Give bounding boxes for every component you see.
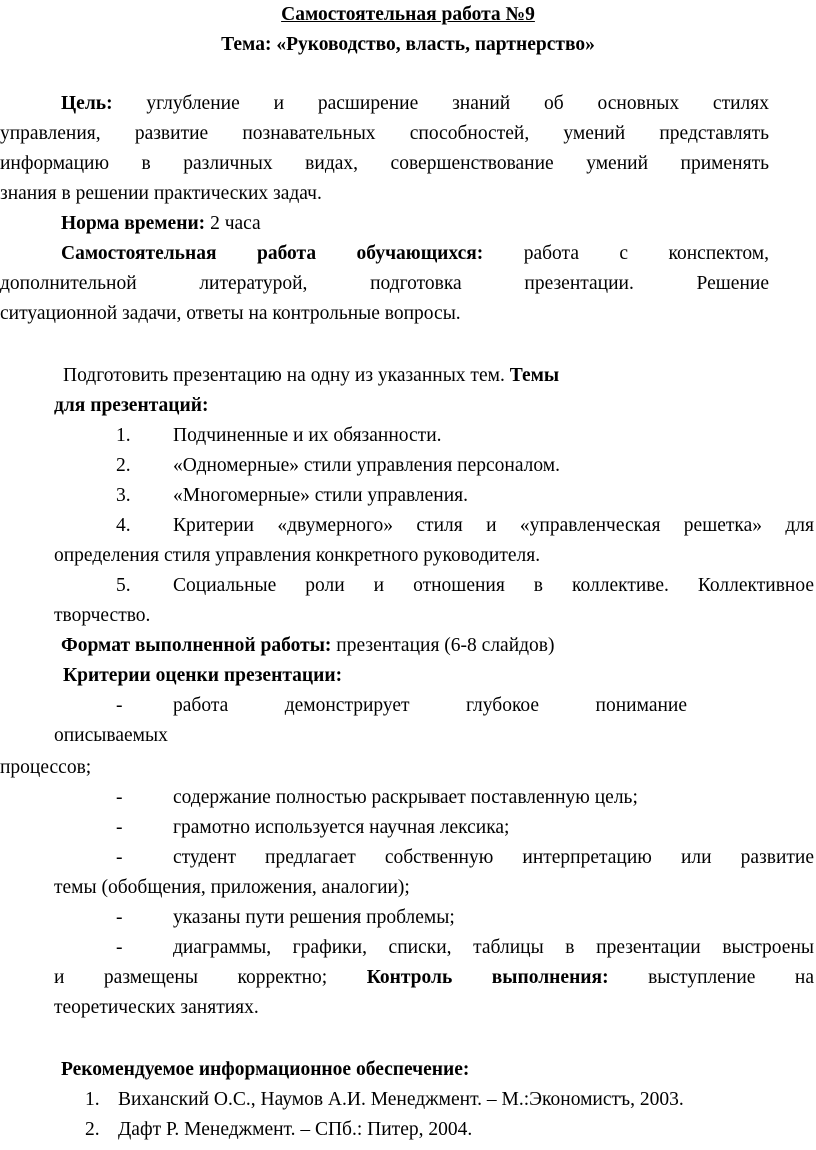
topic-text-continued: творчество. xyxy=(54,605,151,626)
topic-number: 3. xyxy=(116,485,131,506)
criteria-text: работа демонстрирует глубокое понимание xyxy=(173,695,687,716)
topic-text: «Многомерные» стили управления. xyxy=(173,485,469,506)
goal-line-2: управления, развитие познавательных способностей, умений представлять xyxy=(0,123,769,144)
topic-number: 2. xyxy=(116,455,131,476)
topic-text: Критерии «двумерного» стиля и «управленческая решетка» для xyxy=(173,515,814,536)
criteria-text-continued: темы (обобщения, приложения, аналогии); xyxy=(54,877,410,898)
self-work-line-3: ситуационной задачи, ответы на контрольные вопросы. xyxy=(0,303,461,324)
criteria-dash: - xyxy=(116,907,123,928)
criteria-dash: - xyxy=(116,817,123,838)
references-label: Рекомендуемое информационное обеспечение: xyxy=(61,1059,470,1080)
presentation-intro: Подготовить презентацию на одну из указанных тем. Темы xyxy=(63,365,560,386)
topic-text-continued: определения стиля управления конкретного руководителя. xyxy=(54,545,541,566)
time-norm-label: Норма времени: xyxy=(61,213,206,234)
time-norm-value: 2 часа xyxy=(210,213,261,234)
format-value: презентация (6-8 слайдов) xyxy=(336,635,555,656)
topic-text: Социальные роли и отношения в коллективе. Коллективное xyxy=(173,575,814,596)
page-topic: Тема: «Руководство, власть, партнерство» xyxy=(221,34,595,55)
topic-number: 5. xyxy=(116,575,131,596)
goal-line-4: знания в решении практических задач. xyxy=(0,183,322,204)
goal-line-3: информацию в различных видах, совершенствование умений применять xyxy=(0,153,769,174)
criteria-label: Критерии оценки презентации: xyxy=(63,665,343,686)
topic-number: 4. xyxy=(116,515,131,536)
self-work-line-2: дополнительной литературой, подготовка презентации. Решение xyxy=(0,273,769,294)
criteria-text: студент предлагает собственную интерпретацию или развитие xyxy=(173,847,814,868)
reference-number: 2. xyxy=(85,1119,100,1140)
criteria-dash: - xyxy=(116,787,123,808)
goal-line-1: Цель: углубление и расширение знаний об основных стилях xyxy=(61,93,769,114)
topic-number: 1. xyxy=(116,425,131,446)
reference-number: 1. xyxy=(85,1089,100,1110)
control-label: Контроль выполнения: xyxy=(366,967,609,988)
criteria-text: диаграммы, графики, списки, таблицы в презентации выстроены xyxy=(173,937,814,958)
criteria-text-continued: и размещены корректно; Контроль выполнения: выступление на xyxy=(54,967,815,988)
page-title: Самостоятельная работа №9 xyxy=(281,4,535,25)
topic-text: Подчиненные и их обязанности. xyxy=(173,425,442,446)
reference-text: Дафт Р. Менеджмент. – СПб.: Питер, 2004. xyxy=(118,1119,473,1140)
reference-text: Виханский О.С., Наумов А.И. Менеджмент. – М.:Экономистъ, 2003. xyxy=(118,1089,684,1110)
criteria-text: грамотно используется научная лексика; xyxy=(173,817,510,838)
presentation-label: для презентаций: xyxy=(54,395,209,416)
format-label: Формат выполненной работы: xyxy=(61,635,332,656)
self-work-line-1: Самостоятельная работа обучающихся: работа с конспектом, xyxy=(61,243,769,264)
goal-label: Цель: xyxy=(61,93,113,114)
self-work-label: Самостоятельная работа обучающихся: xyxy=(61,243,484,264)
criteria-text-continued: теоретических занятиях. xyxy=(54,997,259,1018)
criteria-text-continued: описываемых xyxy=(54,725,168,746)
topic-text: «Одномерные» стили управления персоналом. xyxy=(173,455,561,476)
criteria-dash: - xyxy=(116,847,123,868)
criteria-dash: - xyxy=(116,937,123,958)
format xyxy=(61,631,555,661)
criteria-text: указаны пути решения проблемы; xyxy=(173,907,455,928)
criteria-text-continued: процессов; xyxy=(0,757,92,778)
criteria-text: содержание полностью раскрывает поставленную цель; xyxy=(173,787,638,808)
time-norm xyxy=(61,209,261,239)
criteria-dash: - xyxy=(116,695,123,716)
